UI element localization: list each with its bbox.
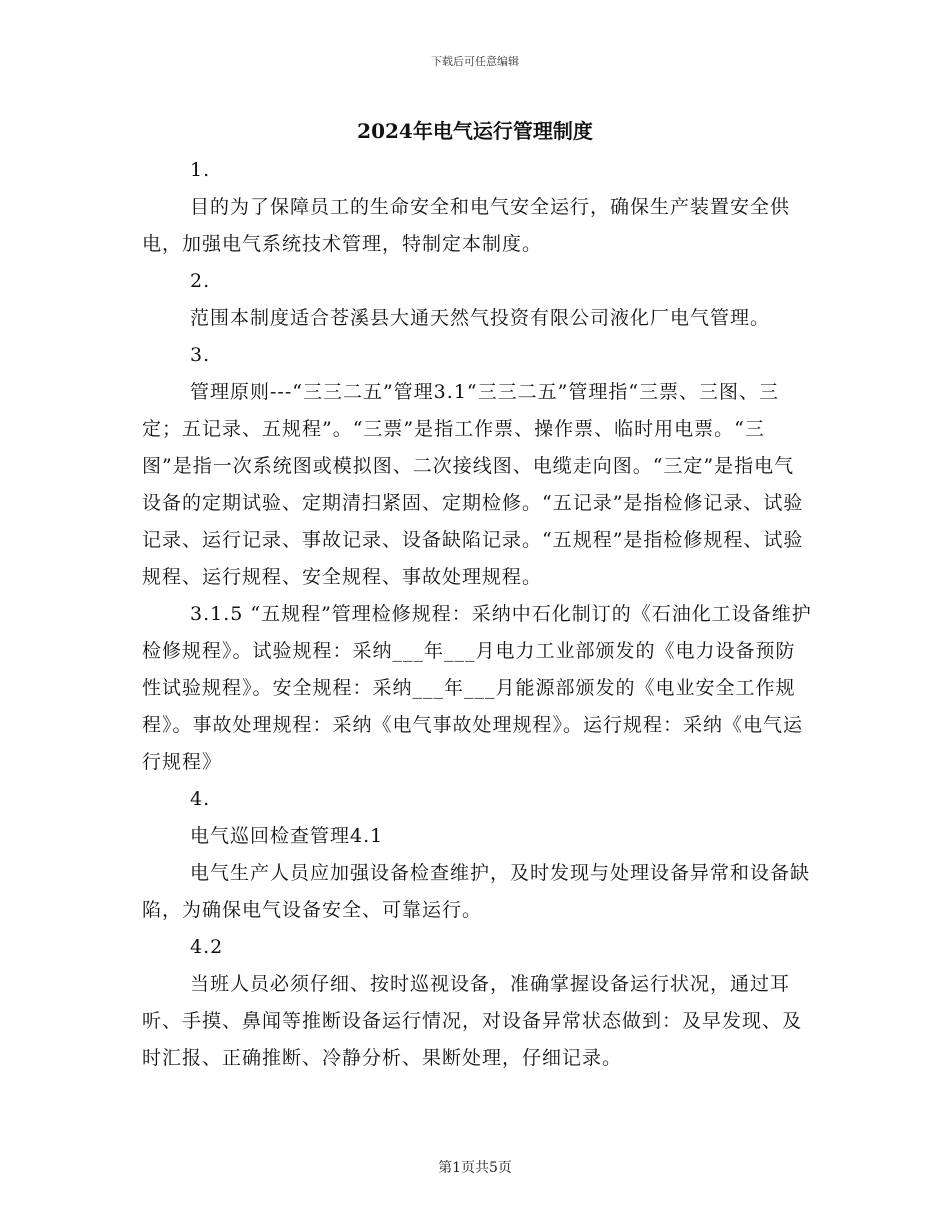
section-number-2: 2. xyxy=(190,270,211,292)
paragraph-scope: 范围本制度适合苍溪县大通天然气投资有限公司液化厂电气管理。 xyxy=(190,307,771,329)
section-number-1: 1. xyxy=(190,159,211,181)
paragraph-principles: 管理原则---“三三二五”管理3.1“三三二五”管理指“三票、三图、三定；五记录、五规程”。“三票”是指工作票、操作票、临时用电票。“三图”是指一次系统图或模拟图、二次接线图、电缆走向图。“三定”是指电气设备的定期试验、定期清扫紧固、定期检修。“五记录”是指检修记录、试验记录、运行记录、事故记录、设备缺陷记录。“五规程”是指检修规程、试验规程、运行规程、安全规程、事故处理规程。 xyxy=(142,381,804,588)
paragraph-inspection-heading: 电气巡回检查管理4.1 xyxy=(190,825,384,847)
paragraph-purpose: 目的为了保障员工的生命安全和电气安全运行，确保生产装置安全供电，加强电气系统技术管理，特制定本制度。 xyxy=(142,196,791,255)
page-header: 下载后可任意编辑 xyxy=(431,55,519,68)
paragraph-inspection-4-1: 电气生产人员应加强设备检查维护，及时发现与处理设备异常和设备缺陷，为确保电气设备安全、可靠运行。 xyxy=(142,862,811,921)
section-number-4-2: 4.2 xyxy=(190,936,224,958)
document-body xyxy=(142,152,812,1077)
document-title: 2024年电气运行管理制度 xyxy=(357,119,593,143)
section-number-3: 3. xyxy=(190,344,211,366)
paragraph-inspection-4-2: 当班人员必须仔细、按时巡视设备，准确掌握设备运行状况，通过耳听、手摸、鼻闻等推断设备运行情况，对设备异常状态做到：及早发现、及时汇报、正确推断、冷静分析、果断处理，仔细记录。 xyxy=(142,973,803,1069)
section-number-4: 4. xyxy=(190,788,211,810)
paragraph-regulations: 3.1.5 “五规程”管理检修规程：采纳中石化制订的《石油化工设备维护检修规程》。试验规程：采纳___年___月电力工业部颁发的《电力设备预防性试验规程》。安全规程：采纳___年___月能源部颁发的《电业安全工作规程》。事故处理规程：采纳《电气事故处理规程》。运行规程：采纳《电气运行规程》 xyxy=(142,603,812,773)
page-footer: 第1页共5页 xyxy=(438,1160,512,1176)
